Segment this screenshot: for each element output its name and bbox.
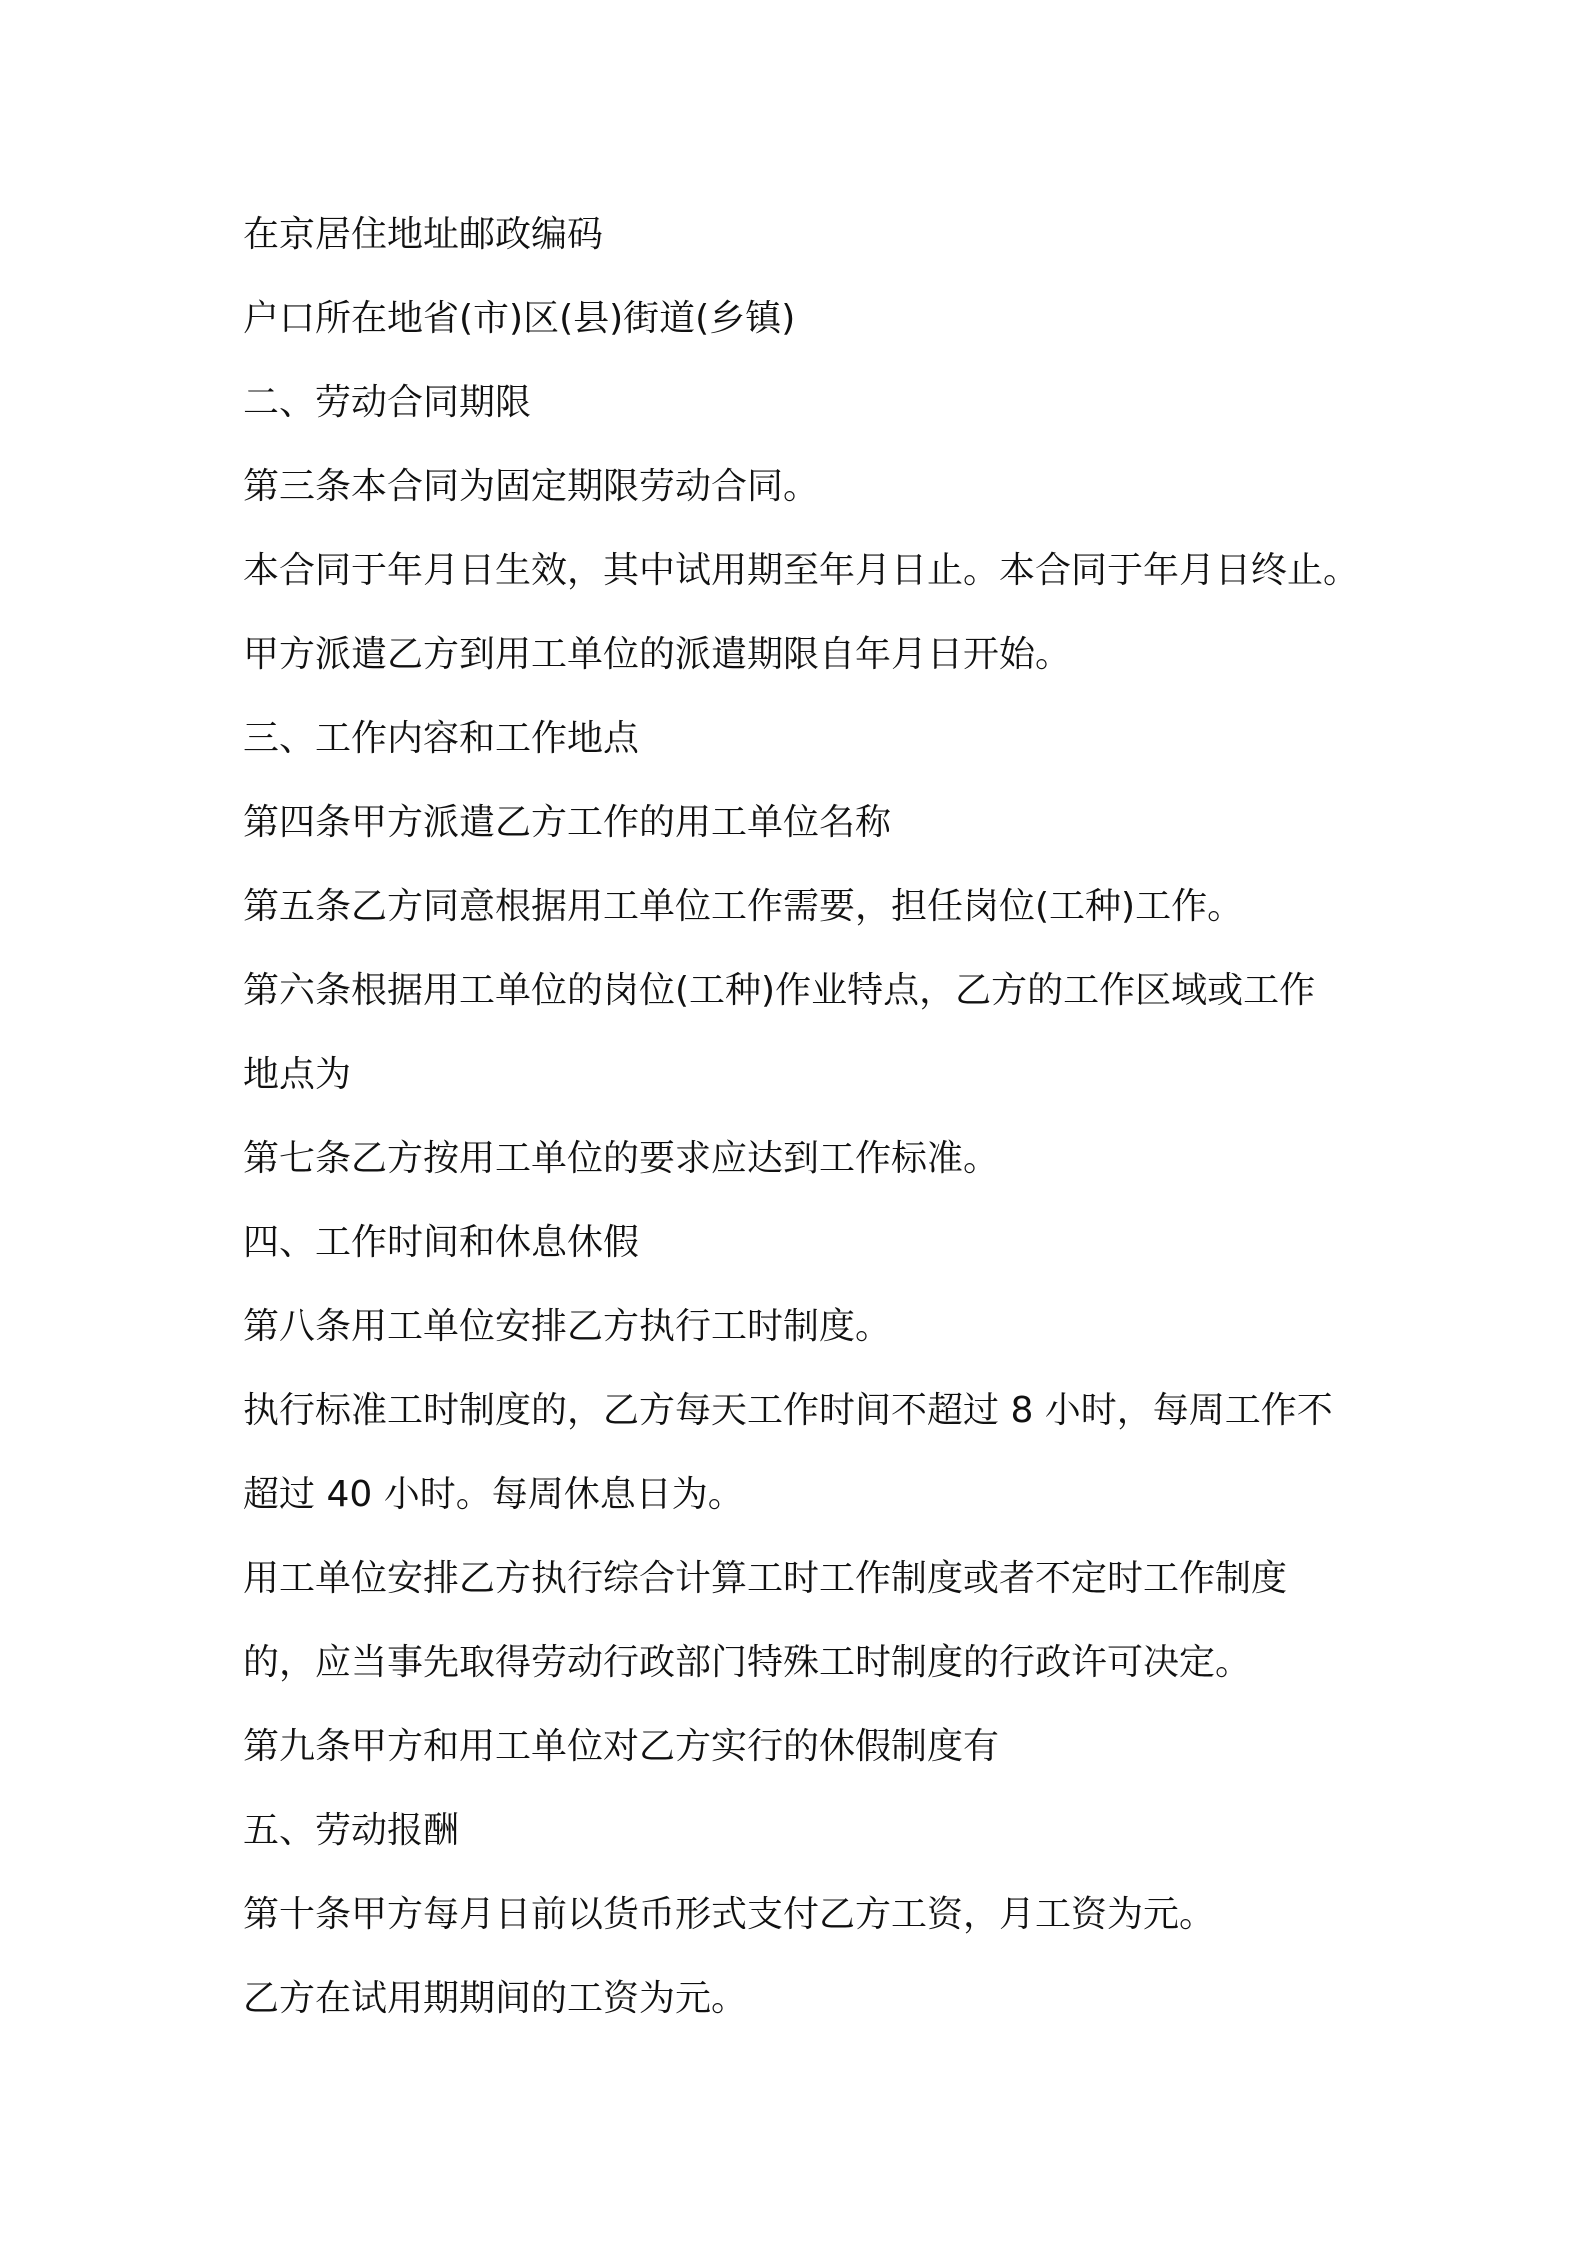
section-heading-contract-term: 二、劳动合同期限 bbox=[243, 382, 532, 423]
text-line-standard-hours-cont: 超过 40 小时。每周休息日为。 bbox=[243, 1474, 744, 1515]
text-line-standard-hours: 执行标准工时制度的，乙方每天工作时间不超过 8 小时，每周工作不 bbox=[243, 1390, 1333, 1431]
section-heading-remuneration: 五、劳动报酬 bbox=[243, 1810, 460, 1851]
text-line-article-6: 第六条根据用工单位的岗位(工种)作业特点，乙方的工作区域或工作 bbox=[243, 970, 1316, 1011]
section-heading-work-content: 三、工作内容和工作地点 bbox=[243, 718, 640, 759]
text-line-article-4: 第四条甲方派遣乙方工作的用工单位名称 bbox=[243, 802, 892, 843]
text-line-article-3: 第三条本合同为固定期限劳动合同。 bbox=[243, 466, 820, 507]
document-body bbox=[243, 193, 1373, 2041]
text-line-probation-salary: 乙方在试用期期间的工资为元。 bbox=[243, 1978, 748, 2019]
text-line-article-5: 第五条乙方同意根据用工单位工作需要，担任岗位(工种)工作。 bbox=[243, 886, 1244, 927]
text-line-flexible-hours-cont: 的，应当事先取得劳动行政部门特殊工时制度的行政许可决定。 bbox=[243, 1642, 1252, 1683]
text-line-effective-date: 本合同于年月日生效，其中试用期至年月日止。本合同于年月日终止。 bbox=[243, 550, 1360, 591]
text-line-article-7: 第七条乙方按用工单位的要求应达到工作标准。 bbox=[243, 1138, 1000, 1179]
section-heading-working-hours: 四、工作时间和休息休假 bbox=[243, 1222, 640, 1263]
text-line-article-8: 第八条用工单位安排乙方执行工时制度。 bbox=[243, 1306, 892, 1347]
text-line-dispatch-period: 甲方派遣乙方到用工单位的派遣期限自年月日开始。 bbox=[243, 634, 1072, 675]
text-line-flexible-hours: 用工单位安排乙方执行综合计算工时工作制度或者不定时工作制度 bbox=[243, 1558, 1288, 1599]
text-line-article-6-cont: 地点为 bbox=[243, 1054, 352, 1095]
text-line-residence-address: 在京居住地址邮政编码 bbox=[243, 214, 604, 255]
text-line-household-registration: 户口所在地省(市)区(县)街道(乡镇) bbox=[243, 298, 796, 339]
text-line-article-10: 第十条甲方每月日前以货币形式支付乙方工资，月工资为元。 bbox=[243, 1894, 1216, 1935]
text-line-article-9: 第九条甲方和用工单位对乙方实行的休假制度有 bbox=[243, 1726, 1000, 1767]
